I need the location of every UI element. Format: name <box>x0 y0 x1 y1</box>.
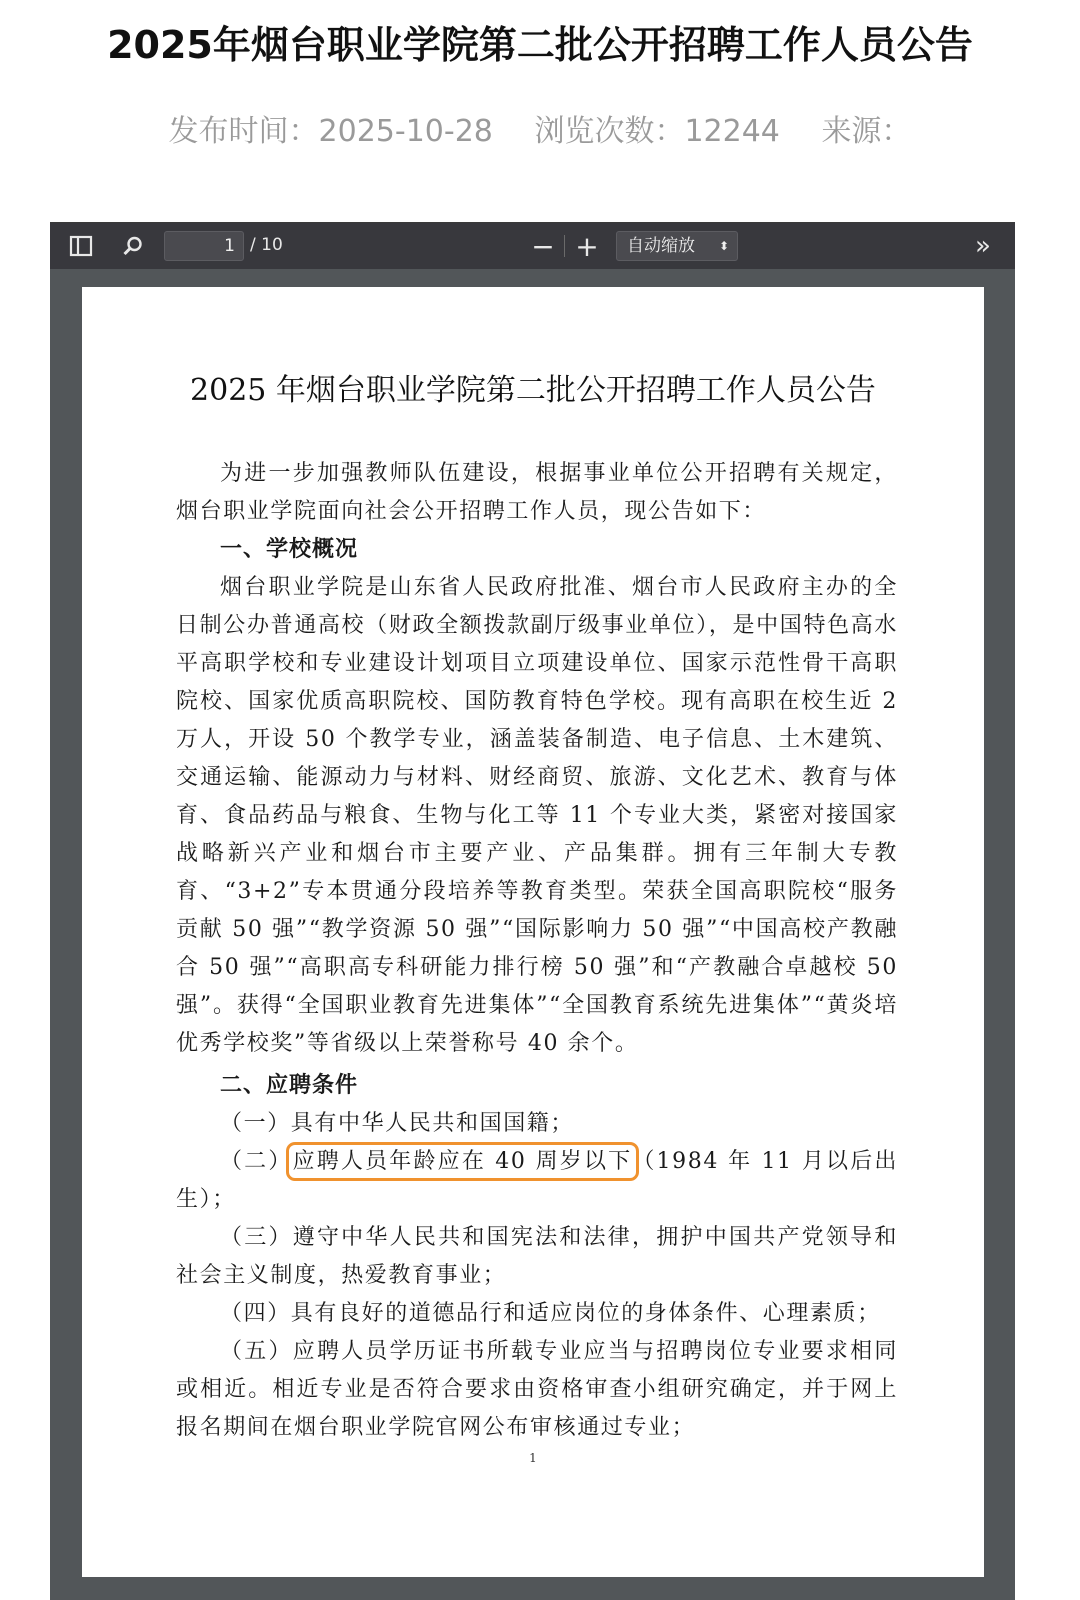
section-heading: 二、应聘条件 <box>220 1073 359 1098</box>
condition-suffix: （1984 年 11 月以后出生）； <box>176 1149 898 1212</box>
page-count: / 10 <box>250 235 283 255</box>
publish-date: 发布时间：2025-10-28 <box>168 114 493 149</box>
condition-item: （四）具有良好的道德品行和适应岗位的身体条件、心理素质； <box>220 1301 881 1326</box>
sidebar-toggle-icon <box>69 235 93 257</box>
section-paragraph: 烟台职业学院是山东省人民政府批准、烟台市人民政府主办的全日制公办普通高校（财政全额拨款副厅级事业单位），是中国特色高水平高职学校和专业建设计划项目立项建设单位、国家示范性骨干高职院校、国家优质高职院校、国防教育特色学校。现有高职在校生近 2 万人，开设 50 个教学专业，涵盖装备制造、电子信息、土木建筑、交通运输、能源动力与材料、财经商贸、旅游、文化艺术、教育与体育、食品药品与粮食、生物与化工等 11 个专业大类，紧密对接国家战略新兴产业和烟台市主要产业、产品集群。拥有三年制大专教育、“3+2”专本贯通分段培养等教育类型。荣获全国高职院校“服务贡献 50 强”“教学资源 50 强”“国际影响力 50 强”“中国高校产教融合 50 强”“高职高专科研能力排行榜 50 强”和“产教融合卓越校 50 强”。获得“全国职业教育先进集体”“全国教育系统先进集体”“黄炎培优秀学校奖”等省级以上荣誉称号 40 余个。 <box>176 575 898 1056</box>
condition-item: （一）具有中华人民共和国国籍； <box>220 1111 575 1136</box>
condition-item: （三）遵守中华人民共和国宪法和法律，拥护中国共产党领导和社会主义制度，热爱教育事业； <box>176 1225 898 1288</box>
chevron-up-down-icon: ⬍ <box>718 239 729 253</box>
find-button[interactable] <box>118 231 148 261</box>
zoom-select-value: 自动缩放 <box>627 236 695 256</box>
page-number: 1 <box>529 1451 537 1465</box>
source: 来源： <box>821 114 912 149</box>
pdf-viewer <box>50 222 1015 1600</box>
sidebar-toggle-button[interactable] <box>66 231 96 261</box>
article-meta <box>0 106 1080 150</box>
search-icon <box>122 235 144 257</box>
section-heading: 一、学校概况 <box>220 537 359 562</box>
page-number-input[interactable]: 1 <box>164 231 244 261</box>
zoom-select[interactable] <box>616 231 738 261</box>
page-title: 2025年烟台职业学院第二批公开招聘工作人员公告 <box>107 23 973 67</box>
condition-prefix: （二） <box>220 1149 293 1174</box>
toolbar-divider <box>564 235 565 257</box>
zoom-in-button[interactable]: + <box>575 229 599 263</box>
document-body <box>176 455 898 1447</box>
intro-paragraph: 为进一步加强教师队伍建设，根据事业单位公开招聘有关规定，烟台职业学院面向社会公开招聘工作人员，现公告如下： <box>176 461 898 524</box>
document-title: 2025 年烟台职业学院第二批公开招聘工作人员公告 <box>190 373 876 408</box>
view-count: 浏览次数：12244 <box>534 114 780 149</box>
condition-item-age <box>176 1143 898 1219</box>
tools-menu-button[interactable] <box>966 231 1000 261</box>
condition-item: （五）应聘人员学历证书所载专业应当与招聘岗位专业要求相同或相近。相近专业是否符合要求由资格审查小组研究确定，并于网上报名期间在烟台职业学院官网公布审核通过专业； <box>176 1339 898 1440</box>
chevron-double-right-icon: » <box>975 231 991 261</box>
age-requirement-highlight: 应聘人员年龄应在 40 周岁以下 <box>292 1149 633 1174</box>
pdf-toolbar <box>50 223 1015 269</box>
pdf-page <box>82 287 984 1577</box>
zoom-out-button[interactable]: − <box>531 229 555 263</box>
